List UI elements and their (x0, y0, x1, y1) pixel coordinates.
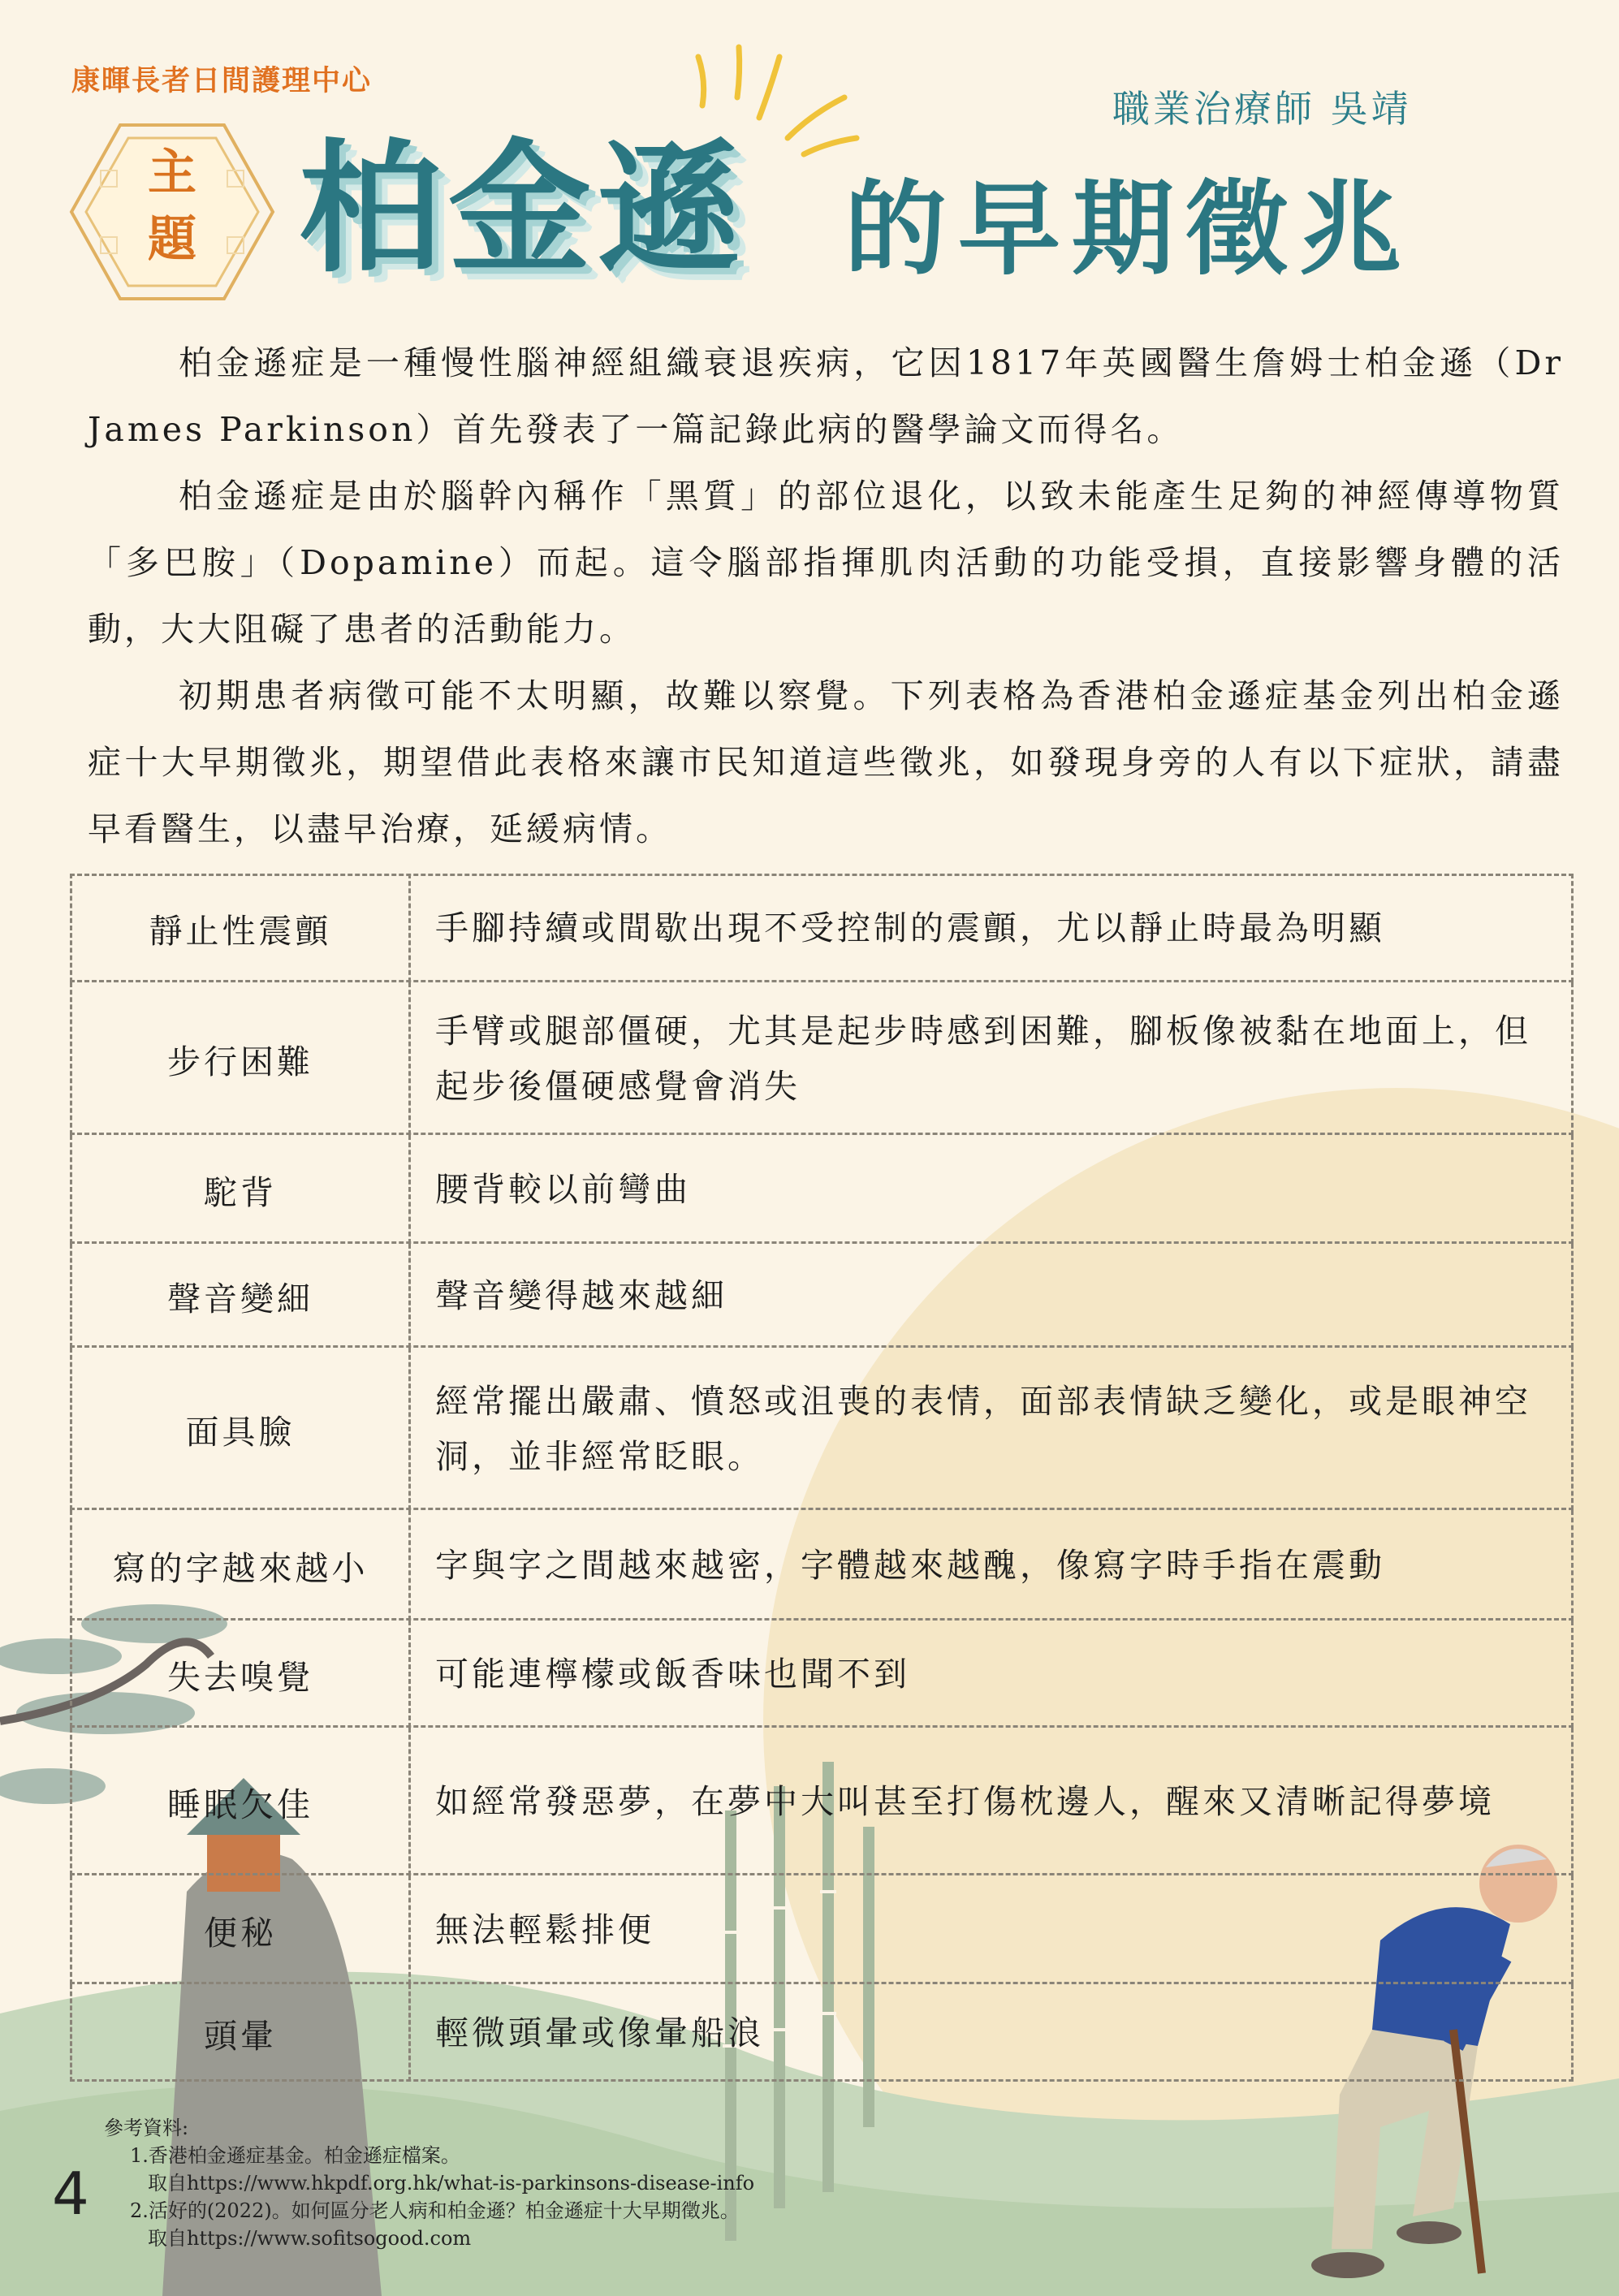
intro-paragraph-1: 柏金遜症是一種慢性腦神經組織衰退疾病，它因1817年英國醫生詹姆士柏金遜（Dr James Parkinson）首先發表了一篇記錄此病的醫學論文而得名。 (88, 343, 1564, 449)
symptom-desc: 輕微頭暈或像暈船浪 (411, 1984, 1574, 2082)
symptom-desc: 如經常發惡夢，在夢中大叫甚至打傷枕邊人，醒來又清晰記得夢境 (411, 1728, 1574, 1875)
references (104, 2114, 754, 2252)
badge-label (68, 140, 276, 273)
references-heading: 參考資料: (104, 2117, 189, 2139)
symptom-table (70, 874, 1574, 2082)
symptom-desc: 無法輕鬆排便 (411, 1875, 1574, 1984)
symptom-name: 失去嗅覺 (70, 1621, 411, 1728)
table-row (70, 1135, 1574, 1244)
page-number: 4 (52, 2160, 89, 2228)
organization-name: 康暉長者日間護理中心 (71, 65, 373, 97)
table-row (70, 1244, 1574, 1348)
symptom-name: 便秘 (70, 1875, 411, 1984)
symptom-name: 聲音變細 (70, 1244, 411, 1348)
badge-char-2: 題 (148, 211, 196, 268)
table-row (70, 1728, 1574, 1875)
table-row (70, 1984, 1574, 2082)
symptom-desc: 字與字之間越來越密，字體越來越醜，像寫字時手指在震動 (411, 1510, 1574, 1621)
table-row (70, 874, 1574, 982)
symptom-name: 面具臉 (70, 1348, 411, 1510)
symptom-name: 頭暈 (70, 1984, 411, 2082)
symptom-desc: 經常擺出嚴肅、憤怒或沮喪的表情，面部表情缺乏變化，或是眼神空洞，並非經常眨眼。 (411, 1348, 1574, 1510)
table-row (70, 1875, 1574, 1984)
reference-title: 1.香港柏金遜症基金。柏金遜症檔案。 (130, 2144, 460, 2167)
symptom-desc: 手腳持續或間歇出現不受控制的震顫，尤以靜止時最為明顯 (411, 874, 1574, 982)
symptom-desc: 手臂或腿部僵硬，尤其是起步時感到困難，腳板像被黏在地面上，但起步後僵硬感覺會消失 (411, 982, 1574, 1135)
table-row (70, 1510, 1574, 1621)
badge-char-1: 主 (148, 145, 196, 201)
author-name: 職業治療師 吳靖 (1112, 87, 1412, 131)
intro-paragraph-3: 初期患者病徵可能不太明顯，故難以察覺。下列表格為香港柏金遜症基金列出柏金遜症十大早期徵兆，期望借此表格來讓市民知道這些徵兆，如發現身旁的人有以下症狀，請盡早看醫生，以盡早治療，延緩病情。 (88, 676, 1564, 848)
table-row (70, 1621, 1574, 1728)
title-main: 柏金遜 (299, 126, 748, 292)
symptom-name: 睡眠欠佳 (70, 1728, 411, 1875)
intro-text (88, 330, 1564, 862)
symptom-desc: 可能連檸檬或飯香味也聞不到 (411, 1621, 1574, 1728)
reference-source-link[interactable]: 取自https://www.sofitsogood.com (148, 2227, 472, 2250)
theme-badge (68, 122, 276, 302)
symptom-desc: 腰背較以前彎曲 (411, 1135, 1574, 1244)
table-row (70, 982, 1574, 1135)
symptom-name: 靜止性震顫 (70, 874, 411, 982)
reference-source-link[interactable]: 取自https://www.hkpdf.org.hk/what-is-parkinsons-disease-info (148, 2172, 755, 2195)
symptom-desc: 聲音變得越來越細 (411, 1244, 1574, 1348)
symptom-name: 寫的字越來越小 (70, 1510, 411, 1621)
intro-paragraph-2: 柏金遜症是由於腦幹內稱作「黑質」的部位退化，以致未能產生足夠的神經傳導物質「多巴胺」（Dopamine）而起。這令腦部指揮肌肉活動的功能受損，直接影響身體的活動，大大阻礙了患者的活動能力。 (88, 477, 1564, 649)
reference-title: 2.活好的(2022)。如何區分老人病和柏金遜？柏金遜症十大早期徵兆。 (130, 2199, 740, 2222)
symptom-name: 駝背 (70, 1135, 411, 1244)
table-row (70, 1348, 1574, 1510)
title-sub: 的早期徵兆 (844, 170, 1413, 289)
symptom-name: 步行困難 (70, 982, 411, 1135)
